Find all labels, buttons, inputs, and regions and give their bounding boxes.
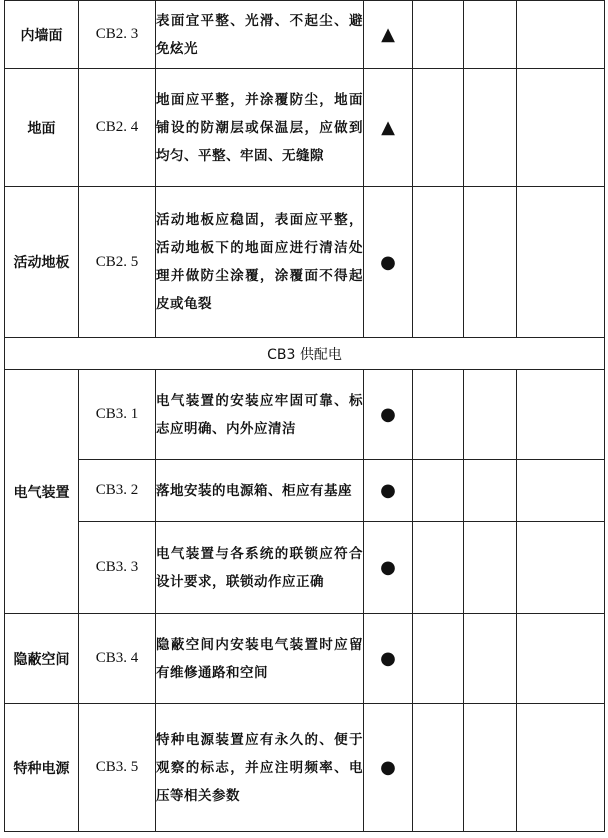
category-cell: 内墙面 <box>5 1 79 69</box>
mark-cell <box>364 704 413 832</box>
empty-cell <box>464 1 517 69</box>
table-row <box>5 460 605 522</box>
empty-cell <box>464 460 517 522</box>
empty-cell <box>464 187 517 338</box>
empty-cell <box>413 460 464 522</box>
section-title: CB3 供配电 <box>5 338 605 370</box>
circle-icon: ● <box>380 557 396 578</box>
empty-cell <box>517 69 605 187</box>
empty-cell <box>413 370 464 460</box>
empty-cell <box>464 704 517 832</box>
mark-cell <box>364 370 413 460</box>
empty-cell <box>413 187 464 338</box>
empty-cell <box>413 1 464 69</box>
table-row <box>5 614 605 704</box>
empty-cell <box>517 370 605 460</box>
table-row <box>5 69 605 187</box>
triangle-icon: ▲ <box>381 117 395 138</box>
requirement-cell: 表面宜平整、光滑、不起尘、避免炫光 <box>156 1 364 69</box>
table-row <box>5 522 605 614</box>
empty-cell <box>413 522 464 614</box>
category-cell: 隐蔽空间 <box>5 614 79 704</box>
requirement-cell: 活动地板应稳固，表面应平整，活动地板下的地面应进行清洁处理并做防尘涂覆，涂覆面不得起皮或龟裂 <box>156 187 364 338</box>
requirement-cell: 地面应平整，并涂覆防尘，地面铺设的防潮层或保温层，应做到均匀、平整、牢固、无缝隙 <box>156 69 364 187</box>
circle-icon: ● <box>380 757 396 778</box>
empty-cell <box>464 69 517 187</box>
category-cell: 活动地板 <box>5 187 79 338</box>
mark-cell <box>364 1 413 69</box>
empty-cell <box>464 370 517 460</box>
code-cell: CB3. 3 <box>79 522 156 614</box>
code-cell: CB3. 5 <box>79 704 156 832</box>
code-cell: CB3. 1 <box>79 370 156 460</box>
mark-cell <box>364 522 413 614</box>
table-row <box>5 187 605 338</box>
requirement-cell: 电气装置的安装应牢固可靠、标志应明确、内外应清洁 <box>156 370 364 460</box>
code-cell: CB2. 4 <box>79 69 156 187</box>
table-row <box>5 370 605 460</box>
triangle-icon: ▲ <box>381 24 395 45</box>
requirement-cell: 隐蔽空间内安装电气装置时应留有维修通路和空间 <box>156 614 364 704</box>
empty-cell <box>517 460 605 522</box>
requirement-cell: 特种电源装置应有永久的、便于观察的标志，并应注明频率、电压等相关参数 <box>156 704 364 832</box>
circle-icon: ● <box>380 480 396 501</box>
code-cell: CB3. 4 <box>79 614 156 704</box>
empty-cell <box>413 614 464 704</box>
mark-cell <box>364 187 413 338</box>
empty-cell <box>413 69 464 187</box>
empty-cell <box>517 614 605 704</box>
spec-table <box>4 0 605 832</box>
mark-cell <box>364 460 413 522</box>
table-row <box>5 1 605 69</box>
code-cell: CB3. 2 <box>79 460 156 522</box>
requirement-cell: 电气装置与各系统的联锁应符合设计要求，联锁动作应正确 <box>156 522 364 614</box>
empty-cell <box>517 704 605 832</box>
mark-cell <box>364 69 413 187</box>
group-category-cell: 电气装置 <box>5 370 79 614</box>
mark-cell <box>364 614 413 704</box>
code-cell: CB2. 3 <box>79 1 156 69</box>
empty-cell <box>517 522 605 614</box>
circle-icon: ● <box>380 648 396 669</box>
table-row <box>5 704 605 832</box>
empty-cell <box>464 522 517 614</box>
empty-cell <box>464 614 517 704</box>
category-cell: 特种电源 <box>5 704 79 832</box>
section-row <box>5 338 605 370</box>
empty-cell <box>517 1 605 69</box>
empty-cell <box>517 187 605 338</box>
empty-cell <box>413 704 464 832</box>
category-cell: 地面 <box>5 69 79 187</box>
code-cell: CB2. 5 <box>79 187 156 338</box>
circle-icon: ● <box>380 404 396 425</box>
circle-icon: ● <box>380 251 396 273</box>
requirement-cell: 落地安装的电源箱、柜应有基座 <box>156 460 364 522</box>
